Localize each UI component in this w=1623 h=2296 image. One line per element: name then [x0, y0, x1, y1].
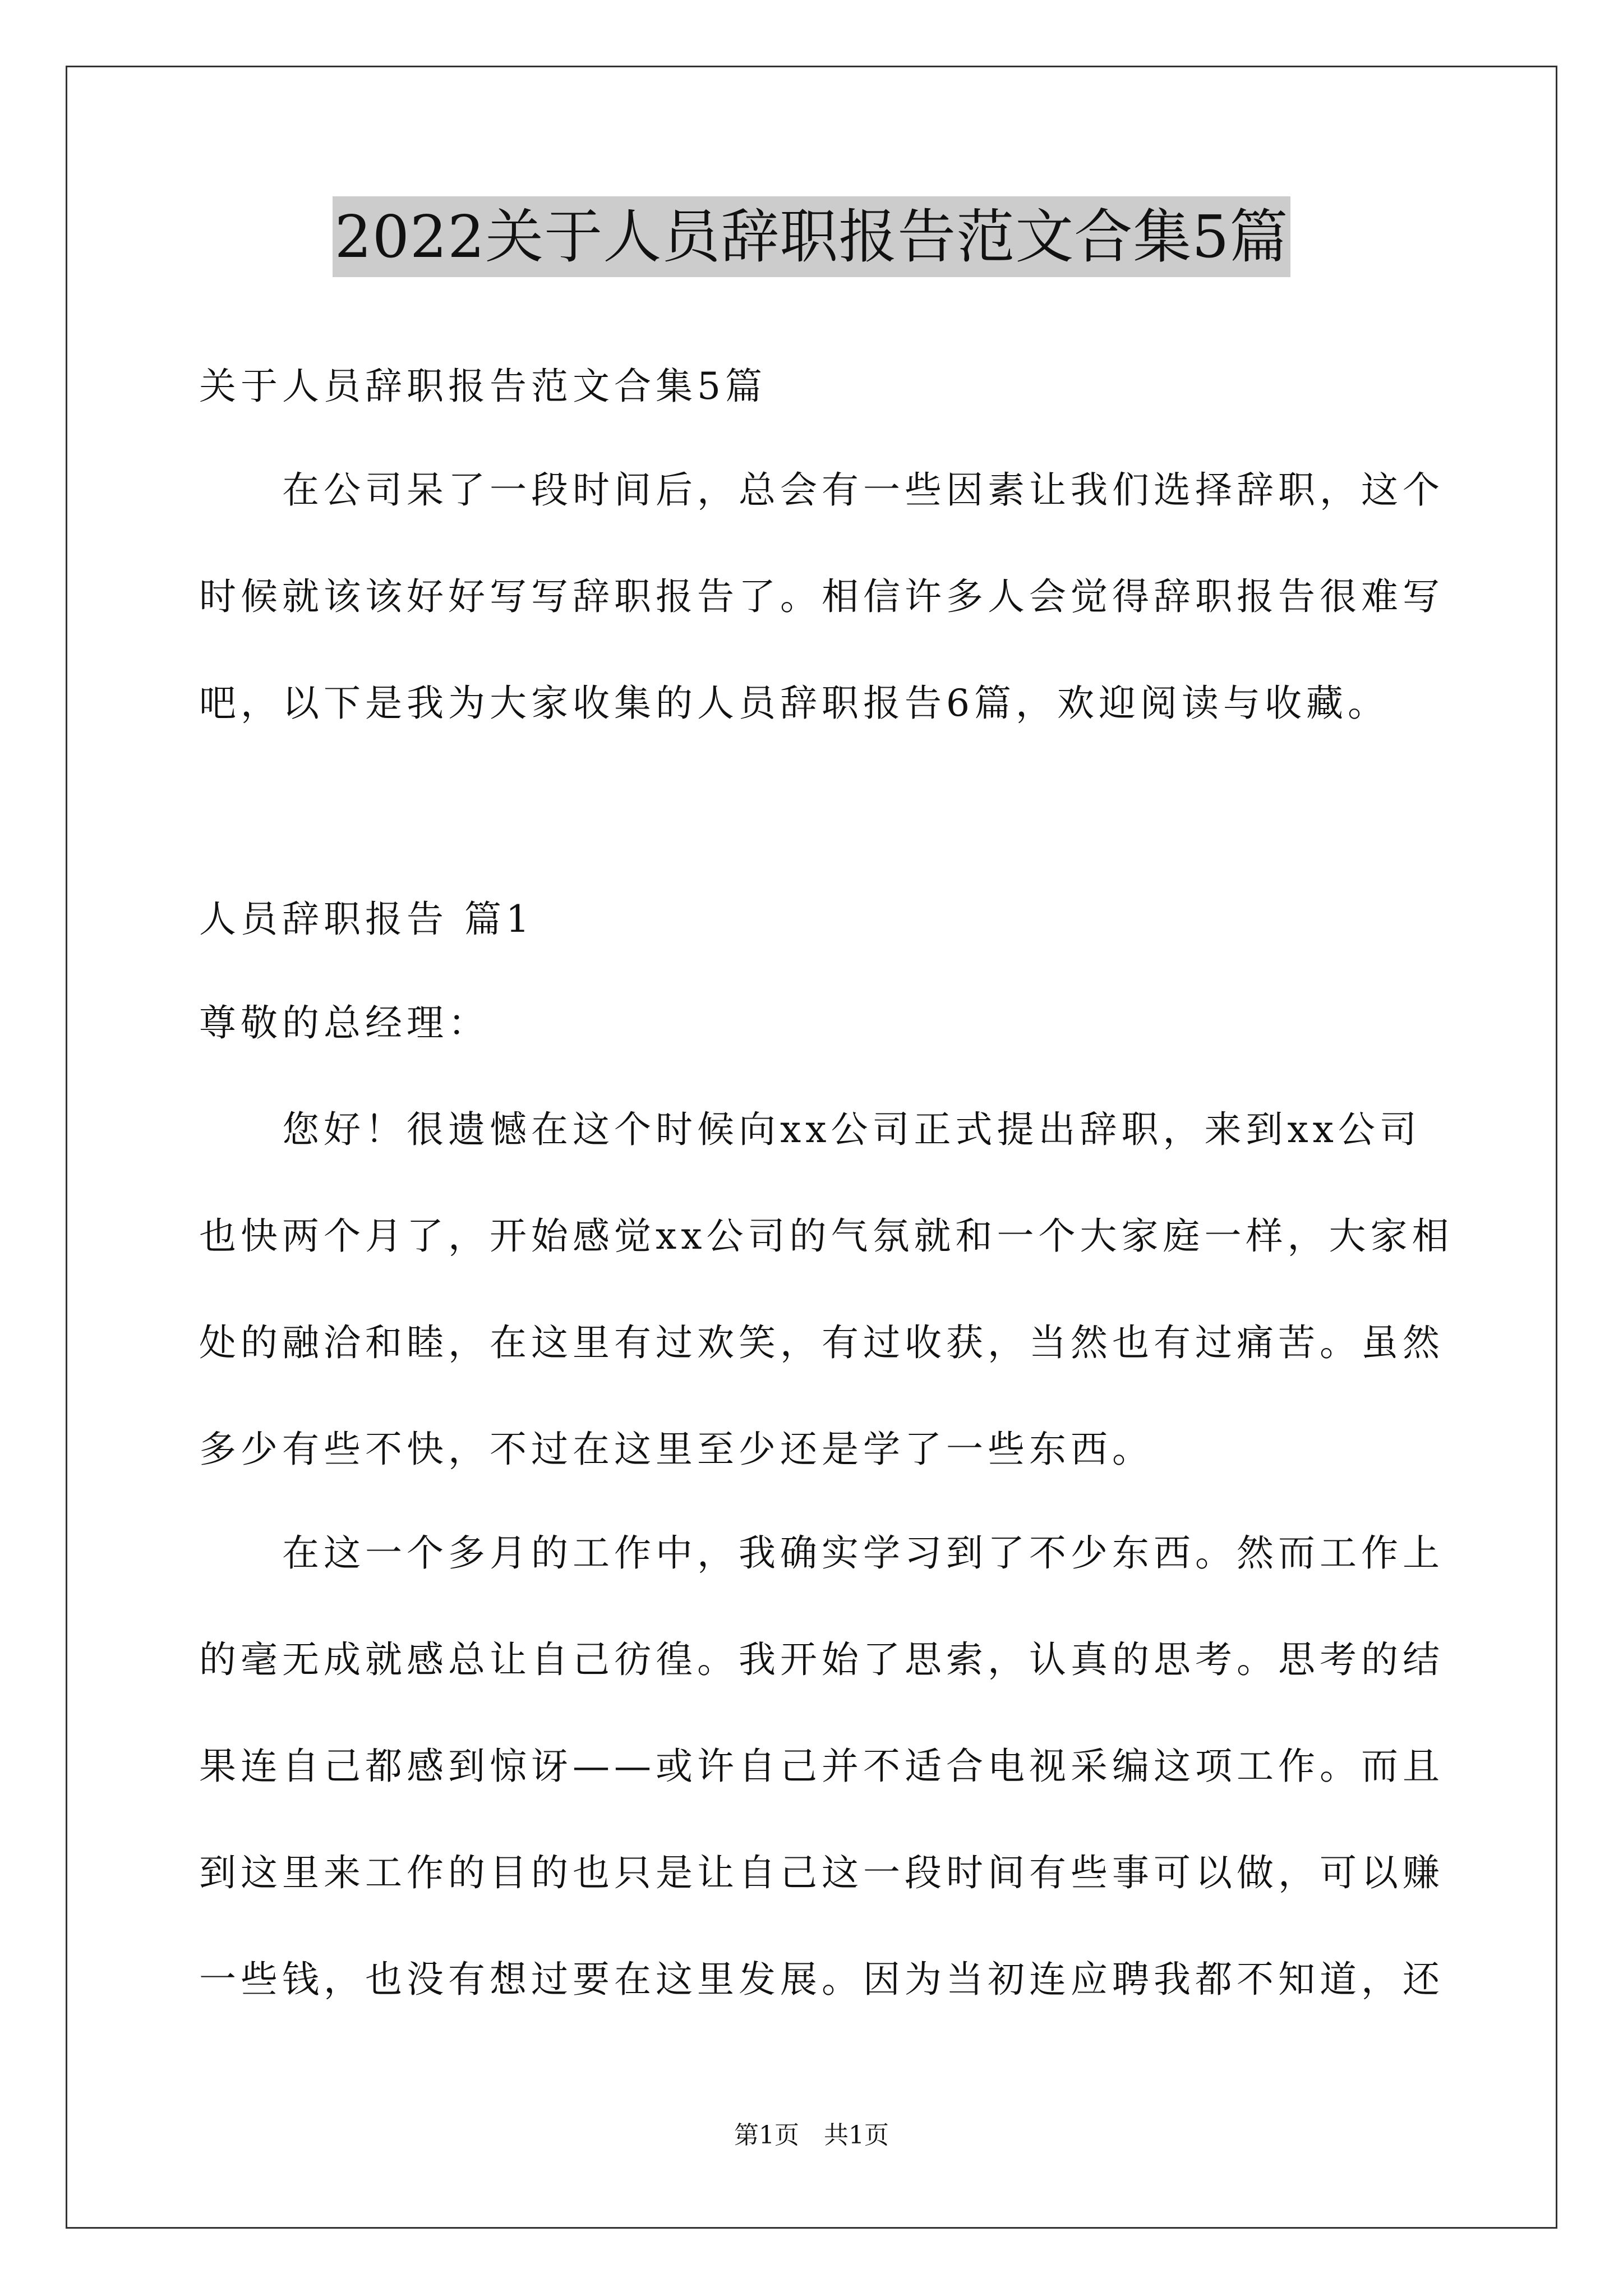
paragraph-line: 吧，以下是我为大家收集的人员辞职报告6篇，欢迎阅读与收藏。: [199, 682, 1389, 725]
page-number: 第1页 共1页: [734, 2121, 889, 2150]
paragraph-line: 到这里来工作的目的也只是让自己这一段时间有些事可以做，可以赚: [199, 1851, 1444, 1894]
section-heading: 人员辞职报告 篇1: [199, 898, 534, 941]
document-title: 2022关于人员辞职报告范文合集5篇: [333, 196, 1291, 277]
paragraph-line: 在公司呆了一段时间后，总会有一些因素让我们选择辞职，这个: [282, 468, 1444, 512]
subtitle-line: 关于人员辞职报告范文合集5篇: [199, 365, 767, 408]
paragraph-line: 一些钱，也没有想过要在这里发展。因为当初连应聘我都不知道，还: [199, 1958, 1444, 2001]
title-container: [0, 196, 1623, 277]
salutation: 尊敬的总经理：: [199, 1001, 490, 1045]
paragraph-line: 时候就该该好好写写辞职报告了。相信许多人会觉得辞职报告很难写: [199, 575, 1444, 618]
paragraph-line: 多少有些不快，不过在这里至少还是学了一些东西。: [199, 1428, 1154, 1471]
paragraph-line: 在这一个多月的工作中，我确实学习到了不少东西。然而工作上: [282, 1531, 1444, 1575]
paragraph-line: 的毫无成就感总让自己彷徨。我开始了思索，认真的思考。思考的结: [199, 1638, 1444, 1681]
paragraph-line: 果连自己都感到惊讶——或许自己并不适合电视采编这项工作。而且: [199, 1745, 1444, 1788]
paragraph-line: 您好！很遗憾在这个时候向xx公司正式提出辞职，来到xx公司: [282, 1108, 1421, 1151]
paragraph-line: 也快两个月了，开始感觉xx公司的气氛就和一个大家庭一样，大家相: [199, 1214, 1454, 1258]
paragraph-line: 处的融洽和睦，在这里有过欢笑，有过收获，当然也有过痛苦。虽然: [199, 1321, 1444, 1364]
